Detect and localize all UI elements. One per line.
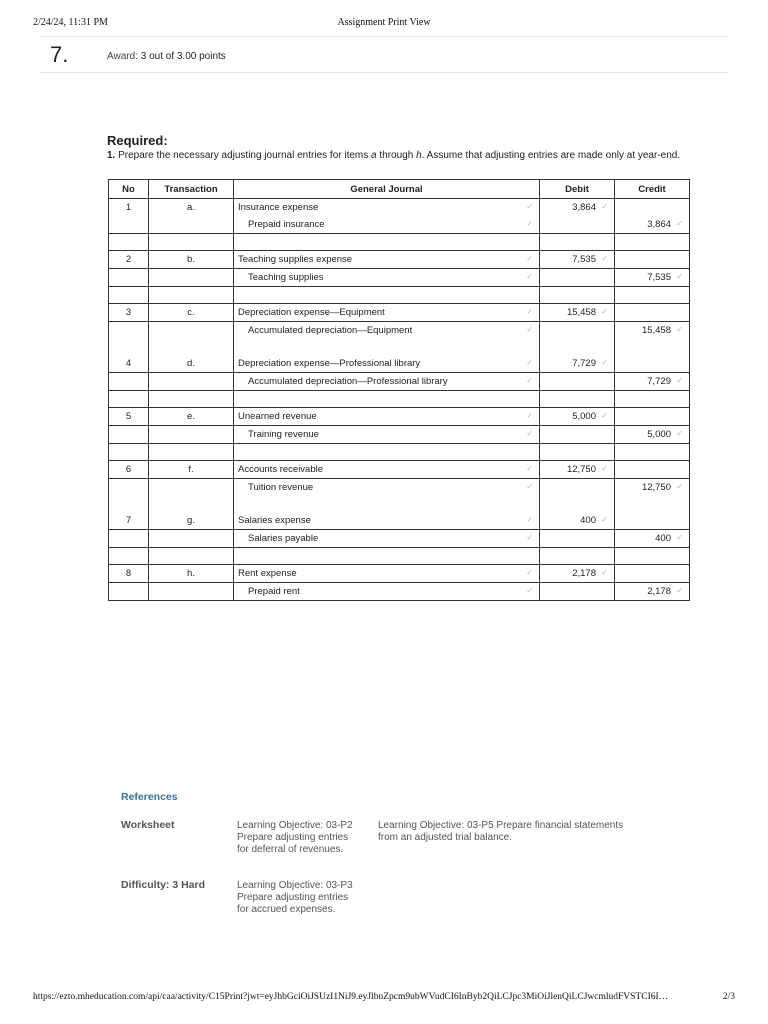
debit-value: 5,000 bbox=[572, 411, 596, 422]
check-icon: ✓ bbox=[601, 358, 608, 367]
print-title: Assignment Print View bbox=[337, 17, 431, 28]
cell-transaction: h. bbox=[149, 565, 234, 583]
debit-value: 7,729 bbox=[572, 358, 596, 369]
cell-credit[interactable] bbox=[615, 565, 690, 583]
check-icon: ✓ bbox=[601, 515, 608, 524]
instr-part: through bbox=[376, 150, 417, 161]
cell-credit[interactable] bbox=[615, 408, 690, 426]
cell-transaction: d. bbox=[149, 355, 234, 373]
cell-credit[interactable] bbox=[615, 355, 690, 373]
header-transaction: Transaction bbox=[149, 180, 234, 199]
check-icon: ✓ bbox=[526, 202, 533, 211]
cell-credit[interactable] bbox=[615, 269, 690, 287]
journal-row bbox=[109, 304, 690, 322]
check-icon: ✓ bbox=[676, 272, 683, 281]
check-icon: ✓ bbox=[676, 376, 683, 385]
cell-no: 5 bbox=[109, 408, 149, 426]
cell-account bbox=[234, 444, 540, 461]
check-icon: ✓ bbox=[601, 307, 608, 316]
journal-row bbox=[109, 479, 690, 497]
cell-debit[interactable] bbox=[540, 583, 615, 601]
check-icon: ✓ bbox=[526, 429, 533, 438]
check-icon: ✓ bbox=[601, 568, 608, 577]
cell-transaction bbox=[149, 444, 234, 461]
cell-transaction: e. bbox=[149, 408, 234, 426]
cell-debit[interactable] bbox=[540, 426, 615, 444]
account-name: Prepaid rent bbox=[248, 586, 300, 597]
journal-row bbox=[109, 583, 690, 601]
cell-credit[interactable] bbox=[615, 199, 690, 217]
account-name: Teaching supplies bbox=[248, 272, 324, 283]
cell-credit bbox=[615, 444, 690, 461]
cell-account[interactable] bbox=[234, 461, 540, 479]
cell-credit bbox=[615, 287, 690, 304]
lo-p3-line: Prepare adjusting entries bbox=[237, 892, 349, 903]
cell-account[interactable] bbox=[234, 479, 540, 497]
cell-transaction bbox=[149, 530, 234, 548]
cell-debit[interactable] bbox=[540, 530, 615, 548]
check-icon: ✓ bbox=[676, 325, 683, 334]
references-link[interactable]: References bbox=[121, 791, 178, 803]
required-instructions bbox=[107, 150, 680, 161]
credit-value: 400 bbox=[655, 533, 671, 544]
journal-row bbox=[109, 426, 690, 444]
debit-value: 3,864 bbox=[572, 202, 596, 213]
cell-account bbox=[234, 391, 540, 408]
cell-credit[interactable] bbox=[615, 583, 690, 601]
account-name: Accounts receivable bbox=[238, 464, 324, 475]
cell-transaction bbox=[149, 548, 234, 565]
account-name: Salaries payable bbox=[248, 533, 319, 544]
cell-account bbox=[234, 548, 540, 565]
cell-debit bbox=[540, 234, 615, 251]
cell-transaction bbox=[149, 269, 234, 287]
cell-account[interactable] bbox=[234, 269, 540, 287]
cell-transaction bbox=[149, 479, 234, 497]
cell-no bbox=[109, 216, 149, 234]
lo-p2-line: Learning Objective: 03-P2 bbox=[237, 820, 353, 831]
cell-no: 6 bbox=[109, 461, 149, 479]
cell-credit[interactable] bbox=[615, 216, 690, 234]
cell-credit[interactable] bbox=[615, 373, 690, 391]
cell-no bbox=[109, 322, 149, 340]
cell-credit bbox=[615, 548, 690, 565]
print-footer bbox=[33, 992, 735, 1006]
cell-credit bbox=[615, 339, 690, 355]
cell-no: 2 bbox=[109, 251, 149, 269]
cell-debit bbox=[540, 496, 615, 512]
cell-no: 8 bbox=[109, 565, 149, 583]
account-name: Training revenue bbox=[248, 429, 319, 440]
cell-debit[interactable] bbox=[540, 304, 615, 322]
check-icon: ✓ bbox=[526, 411, 533, 420]
check-icon: ✓ bbox=[601, 464, 608, 473]
debit-value: 12,750 bbox=[566, 464, 596, 475]
cell-debit[interactable] bbox=[540, 216, 615, 234]
cell-debit[interactable] bbox=[540, 251, 615, 269]
check-icon: ✓ bbox=[526, 325, 533, 334]
account-name: Unearned revenue bbox=[238, 411, 317, 422]
cell-debit[interactable] bbox=[540, 512, 615, 530]
cell-transaction bbox=[149, 216, 234, 234]
check-icon: ✓ bbox=[526, 272, 533, 281]
check-icon: ✓ bbox=[526, 376, 533, 385]
lo-p5-line: Learning Objective: 03-P5 Prepare financial statements bbox=[378, 820, 624, 831]
lo-p2-line: Prepare adjusting entries bbox=[237, 832, 349, 843]
cell-account[interactable] bbox=[234, 530, 540, 548]
cell-transaction bbox=[149, 426, 234, 444]
print-date: 2/24/24, 11:31 PM bbox=[33, 17, 108, 28]
cell-account[interactable] bbox=[234, 373, 540, 391]
blank-row bbox=[109, 287, 690, 304]
account-name: Teaching supplies expense bbox=[238, 254, 353, 265]
cell-no bbox=[109, 530, 149, 548]
blank-row bbox=[109, 234, 690, 251]
cell-credit[interactable] bbox=[615, 530, 690, 548]
cell-account[interactable] bbox=[234, 426, 540, 444]
check-icon: ✓ bbox=[676, 586, 683, 595]
cell-no bbox=[109, 583, 149, 601]
cell-transaction: g. bbox=[149, 512, 234, 530]
account-name: Depreciation expense—Equipment bbox=[238, 307, 385, 318]
check-icon: ✓ bbox=[526, 482, 533, 491]
cell-transaction bbox=[149, 373, 234, 391]
cell-credit[interactable] bbox=[615, 426, 690, 444]
header-general-journal: General Journal bbox=[234, 180, 540, 199]
cell-transaction: f. bbox=[149, 461, 234, 479]
cell-debit bbox=[540, 287, 615, 304]
cell-no: 3 bbox=[109, 304, 149, 322]
lo-p3-line: Learning Objective: 03-P3 bbox=[237, 880, 353, 891]
cell-debit bbox=[540, 339, 615, 355]
top-divider bbox=[40, 36, 728, 37]
cell-debit[interactable] bbox=[540, 322, 615, 340]
credit-value: 2,178 bbox=[647, 586, 671, 597]
cell-account[interactable] bbox=[234, 512, 540, 530]
cell-no: 4 bbox=[109, 355, 149, 373]
journal-row bbox=[109, 565, 690, 583]
cell-debit bbox=[540, 548, 615, 565]
credit-value: 15,458 bbox=[641, 325, 671, 336]
check-icon: ✓ bbox=[526, 515, 533, 524]
header-no: No bbox=[109, 180, 149, 199]
cell-transaction bbox=[149, 287, 234, 304]
award-line bbox=[107, 51, 226, 62]
check-icon: ✓ bbox=[601, 254, 608, 263]
lo-p5-text bbox=[378, 820, 623, 844]
lo-p5-line: from an adjusted trial balance. bbox=[378, 832, 512, 843]
cell-credit[interactable] bbox=[615, 322, 690, 340]
check-icon: ✓ bbox=[526, 464, 533, 473]
cell-debit[interactable] bbox=[540, 373, 615, 391]
cell-debit[interactable] bbox=[540, 269, 615, 287]
journal-body bbox=[109, 199, 690, 601]
cell-credit[interactable] bbox=[615, 512, 690, 530]
check-icon: ✓ bbox=[526, 586, 533, 595]
cell-credit[interactable] bbox=[615, 479, 690, 497]
award-points: 3 out of 3.00 points bbox=[140, 51, 226, 62]
cell-account[interactable] bbox=[234, 199, 540, 217]
required-number: 1. bbox=[107, 150, 116, 161]
instr-item-h: h bbox=[416, 150, 422, 161]
cell-transaction: a. bbox=[149, 199, 234, 217]
journal-row bbox=[109, 355, 690, 373]
cell-account bbox=[234, 287, 540, 304]
cell-no bbox=[109, 548, 149, 565]
debit-value: 7,535 bbox=[572, 254, 596, 265]
difficulty-label: Difficulty: 3 Hard bbox=[121, 879, 206, 891]
journal-row bbox=[109, 373, 690, 391]
cell-no bbox=[109, 444, 149, 461]
cell-debit[interactable] bbox=[540, 565, 615, 583]
print-header bbox=[33, 17, 735, 31]
cell-account bbox=[234, 234, 540, 251]
cell-credit[interactable] bbox=[615, 461, 690, 479]
cell-transaction bbox=[149, 322, 234, 340]
credit-value: 7,535 bbox=[647, 272, 671, 283]
check-icon: ✓ bbox=[676, 219, 683, 228]
page-number: 2/3 bbox=[722, 992, 735, 1002]
cell-account[interactable] bbox=[234, 565, 540, 583]
cell-no: 1 bbox=[109, 199, 149, 217]
cell-debit[interactable] bbox=[540, 461, 615, 479]
lo-p2-text bbox=[237, 820, 353, 856]
print-url: https://ezto.mheducation.com/api/caa/activity/C15Print?jwt=eyJhbGciOiJSUzI1NiJ9.eyJlbnZpcm9ubWVudCI6InByb2QiLCJpc3MiOiJlenQiLCJwcmludFVSTCI6I… bbox=[33, 992, 669, 1002]
cell-no bbox=[109, 234, 149, 251]
cell-account[interactable] bbox=[234, 216, 540, 234]
question-number: 7. bbox=[50, 42, 69, 67]
check-icon: ✓ bbox=[676, 429, 683, 438]
account-name: Salaries expense bbox=[238, 515, 311, 526]
cell-debit bbox=[540, 391, 615, 408]
check-icon: ✓ bbox=[601, 202, 608, 211]
cell-account[interactable] bbox=[234, 304, 540, 322]
cell-transaction bbox=[149, 391, 234, 408]
account-name: Prepaid insurance bbox=[248, 219, 325, 230]
cell-no bbox=[109, 496, 149, 512]
required-heading: Required: bbox=[107, 133, 168, 148]
journal-row bbox=[109, 530, 690, 548]
cell-account bbox=[234, 339, 540, 355]
debit-value: 15,458 bbox=[566, 307, 596, 318]
check-icon: ✓ bbox=[526, 533, 533, 542]
credit-value: 3,864 bbox=[647, 219, 671, 230]
check-icon: ✓ bbox=[526, 358, 533, 367]
blank-row bbox=[109, 339, 690, 355]
cell-credit[interactable] bbox=[615, 251, 690, 269]
journal-table bbox=[108, 179, 690, 601]
check-icon: ✓ bbox=[526, 568, 533, 577]
journal-row bbox=[109, 408, 690, 426]
cell-debit bbox=[540, 444, 615, 461]
credit-value: 12,750 bbox=[641, 482, 671, 493]
cell-credit bbox=[615, 234, 690, 251]
cell-no bbox=[109, 269, 149, 287]
journal-row bbox=[109, 199, 690, 217]
journal-row bbox=[109, 216, 690, 234]
cell-transaction bbox=[149, 496, 234, 512]
worksheet-label: Worksheet bbox=[121, 819, 175, 831]
cell-no bbox=[109, 426, 149, 444]
cell-account bbox=[234, 496, 540, 512]
blank-row bbox=[109, 496, 690, 512]
cell-debit[interactable] bbox=[540, 199, 615, 217]
account-name: Tuition revenue bbox=[248, 482, 314, 493]
cell-debit[interactable] bbox=[540, 355, 615, 373]
blank-row bbox=[109, 391, 690, 408]
blank-row bbox=[109, 444, 690, 461]
cell-credit bbox=[615, 496, 690, 512]
debit-value: 2,178 bbox=[572, 568, 596, 579]
journal-row bbox=[109, 269, 690, 287]
instr-part: Prepare the necessary adjusting journal entries for items bbox=[115, 150, 372, 161]
account-name: Insurance expense bbox=[238, 202, 319, 213]
account-name: Accumulated depreciation—Equipment bbox=[248, 325, 413, 336]
cell-debit[interactable] bbox=[540, 408, 615, 426]
cell-debit[interactable] bbox=[540, 479, 615, 497]
journal-row bbox=[109, 322, 690, 340]
cell-transaction bbox=[149, 583, 234, 601]
account-name: Accumulated depreciation—Professional library bbox=[248, 376, 448, 387]
cell-credit bbox=[615, 391, 690, 408]
cell-no bbox=[109, 373, 149, 391]
account-name: Depreciation expense—Professional library bbox=[238, 358, 421, 369]
cell-no bbox=[109, 391, 149, 408]
cell-account[interactable] bbox=[234, 322, 540, 340]
instr-part: . Assume that adjusting entries are made only at year-end. bbox=[421, 150, 681, 161]
journal-row bbox=[109, 512, 690, 530]
check-icon: ✓ bbox=[526, 219, 533, 228]
cell-credit[interactable] bbox=[615, 304, 690, 322]
cell-transaction: b. bbox=[149, 251, 234, 269]
blank-row bbox=[109, 548, 690, 565]
award-label: Award: bbox=[107, 51, 138, 62]
cell-account[interactable] bbox=[234, 355, 540, 373]
check-icon: ✓ bbox=[526, 254, 533, 263]
cell-account[interactable] bbox=[234, 408, 540, 426]
cell-transaction: c. bbox=[149, 304, 234, 322]
award-divider bbox=[40, 72, 728, 73]
check-icon: ✓ bbox=[676, 533, 683, 542]
cell-account[interactable] bbox=[234, 251, 540, 269]
cell-no bbox=[109, 479, 149, 497]
lo-p3-line: for accrued expenses. bbox=[237, 904, 336, 915]
journal-row bbox=[109, 251, 690, 269]
cell-transaction bbox=[149, 234, 234, 251]
journal-header-row bbox=[109, 180, 690, 199]
credit-value: 7,729 bbox=[647, 376, 671, 387]
check-icon: ✓ bbox=[676, 482, 683, 491]
account-name: Rent expense bbox=[238, 568, 297, 579]
cell-no: 7 bbox=[109, 512, 149, 530]
credit-value: 5,000 bbox=[647, 429, 671, 440]
cell-transaction bbox=[149, 339, 234, 355]
cell-account[interactable] bbox=[234, 583, 540, 601]
debit-value: 400 bbox=[580, 515, 596, 526]
cell-no bbox=[109, 339, 149, 355]
header-credit: Credit bbox=[615, 180, 690, 199]
check-icon: ✓ bbox=[601, 411, 608, 420]
lo-p2-line: for deferral of revenues. bbox=[237, 844, 344, 855]
journal-row bbox=[109, 461, 690, 479]
instr-item-a: a bbox=[371, 150, 377, 161]
cell-no bbox=[109, 287, 149, 304]
check-icon: ✓ bbox=[526, 307, 533, 316]
header-debit: Debit bbox=[540, 180, 615, 199]
lo-p3-text bbox=[237, 880, 353, 916]
